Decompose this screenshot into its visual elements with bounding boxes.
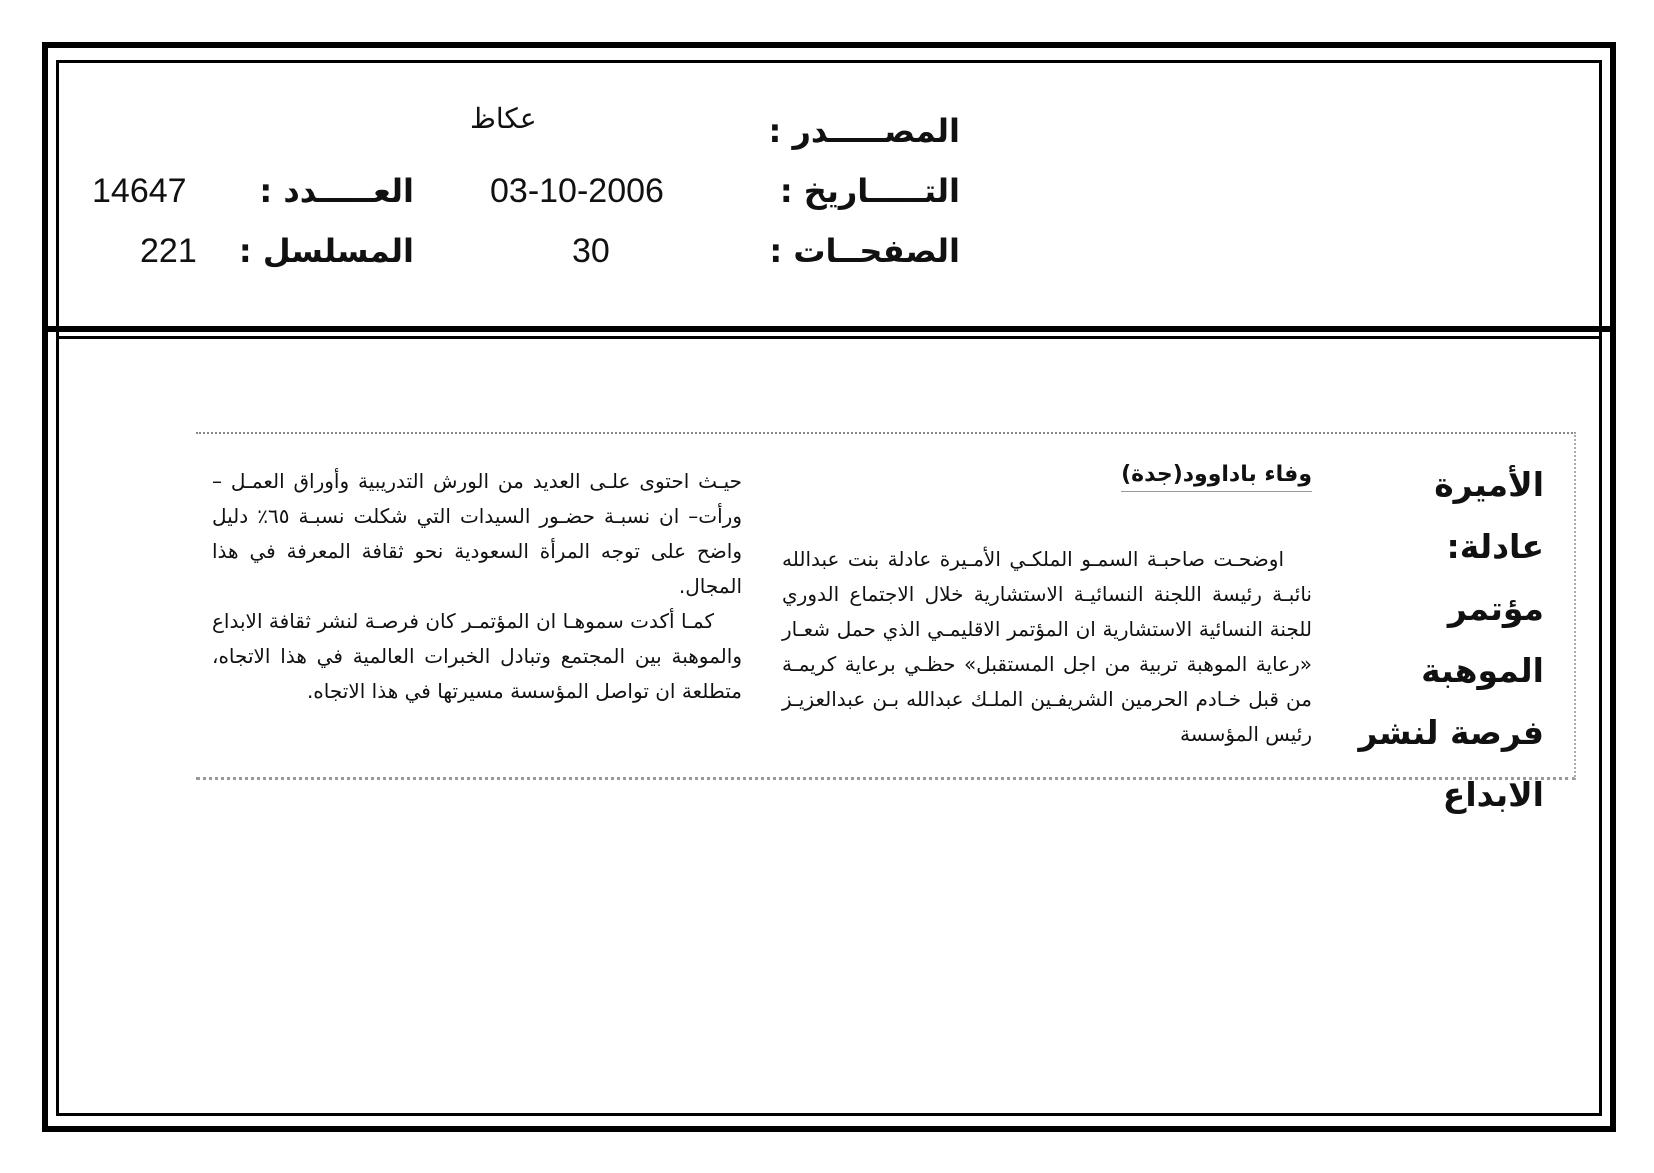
column-paragraph: كمـا أكدت سموهـا ان المؤتمـر كان فرصـة لنشر ثقافة الابداع والموهبة بين المجتمع وتبادل الخبرات العالمية في هذا الاتجاه، متطلعة ان تواصل المؤسسة مسيرتها في هذا الاتجاه. — [212, 609, 742, 703]
pages-value: 30 — [572, 232, 610, 270]
date-label: التـــــاريخ : — [779, 172, 960, 210]
serial-label: المسلسل : — [238, 232, 414, 270]
newspaper-clipping — [196, 432, 1576, 814]
headline-line: الأميرة عادلة: — [1434, 465, 1544, 566]
headline-line: فرصة لنشر — [1358, 713, 1544, 752]
date-value: 03-10-2006 — [490, 172, 664, 210]
serial-value: 221 — [140, 232, 197, 270]
article-column-1 — [782, 542, 1312, 752]
source-value: عكاظ — [470, 102, 537, 135]
article-headline — [1334, 454, 1544, 826]
source-label: المصـــــدر : — [768, 112, 960, 150]
header-divider-inner — [56, 336, 1602, 339]
headline-line: الابداع — [1442, 775, 1544, 814]
column-paragraph: حيـث احتوى علـى العديد من الورش التدريبية وأوراق العمـل –ورأت– ان نسبـة حضـور السيدات التي شكلت نسبـة ٦٥٪ دليل واضح على توجه المرأة السعودية نحو ثقافة المعرفة في هذا المجال. — [212, 469, 742, 598]
headline-line: مؤتمر الموهبة — [1421, 589, 1544, 690]
issue-label: العـــــدد : — [259, 172, 414, 210]
header-divider — [48, 326, 1610, 332]
column-paragraph: اوضحـت صاحبـة السمـو الملكـي الأمـيرة عادلة بنت عبدالله نائبـة رئيسة اللجنة النسائيـة الاستشارية خلال الاجتماع الدوري للجنة النسائية الاستشارية ان المؤتمر الاقليمـي الذي حمل شعـار «رعاية الموهبة تربية من اجل المستقبل» حظـي برعاية كريمـة من قبل خـادم الحرمين الشريفـين الملـك عبدالله بـن عبدالعزيـز رئيس المؤسسة — [782, 547, 1312, 746]
article-byline: وفاء باداوود(جدة) — [1121, 462, 1312, 492]
pages-label: الصفحــات : — [769, 232, 960, 270]
article-column-2 — [212, 464, 742, 709]
issue-value: 14647 — [92, 172, 187, 210]
